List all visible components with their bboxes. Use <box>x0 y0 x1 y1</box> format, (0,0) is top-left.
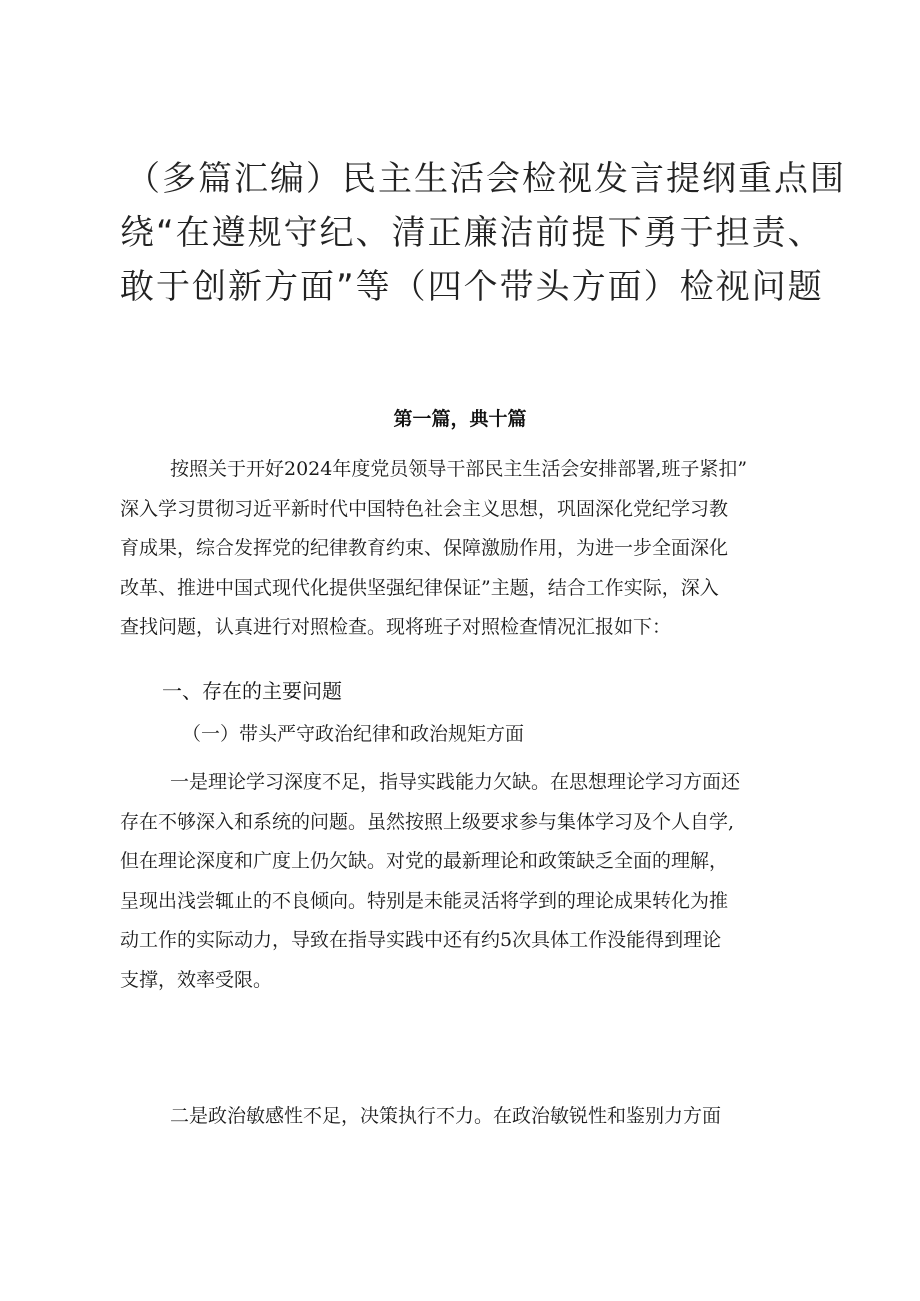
paragraph-line: 一是理论学习深度不足，指导实践能力欠缺。在思想理论学习方面还 <box>170 771 741 793</box>
title-line: （多篇汇编）民主生活会检视发言提纲重点围 <box>126 159 846 199</box>
paragraph-line: 二是政治敏感性不足，决策执行不力。在政治敏锐性和鉴别力方面 <box>170 1105 722 1127</box>
intro-paragraph <box>120 450 820 648</box>
paragraph-line: 支撑，效率受限。 <box>120 968 273 991</box>
title-line: 敢于创新方面”等（四个带头方面）检视问题 <box>120 267 824 307</box>
paragraph-line: 动工作的实际动力，导致在指导实践中还有约5次具体工作没能得到理论 <box>120 929 722 951</box>
section-title: 第一篇，典十篇 <box>393 408 527 430</box>
paragraph-line: 但在理论深度和广度上仍欠缺。对党的最新理论和政策缺乏全面的理解， <box>120 850 729 872</box>
paragraph-theory-study <box>120 763 820 1000</box>
paragraph-line: 呈现出浅尝辄止的不良倾向。特别是未能灵活将学到的理论成果转化为推 <box>120 889 729 912</box>
paragraph-line: 按照关于开好2024年度党员领导干部民主生活会安排部署,班子紧扣” <box>170 458 748 480</box>
title-line: 绕“在遵规守纪、清正廉洁前提下勇于担责、 <box>120 213 824 253</box>
heading-main-problems: 一、存在的主要问题 <box>162 679 342 703</box>
paragraph-political-sensitivity <box>120 1097 820 1137</box>
paragraph-line: 深入学习贯彻习近平新时代中国特色社会主义思想，巩固深化党纪学习教 <box>120 497 729 520</box>
paragraph-line: 存在不够深入和系统的问题。虽然按照上级要求参与集体学习及个人自学, <box>120 810 735 833</box>
paragraph-line: 育成果，综合发挥党的纪律教育约束、保障激励作用，为进一步全面深化 <box>120 537 729 559</box>
paragraph-line: 改革、推进中国式现代化提供坚强纪律保证”主题，结合工作实际，深入 <box>120 576 719 599</box>
document-title <box>120 152 846 314</box>
heading-political-discipline: （一）带头严守政治纪律和政治规矩方面 <box>182 723 525 745</box>
paragraph-line: 查找问题，认真进行对照检查。现将班子对照检查情况汇报如下： <box>120 616 672 638</box>
